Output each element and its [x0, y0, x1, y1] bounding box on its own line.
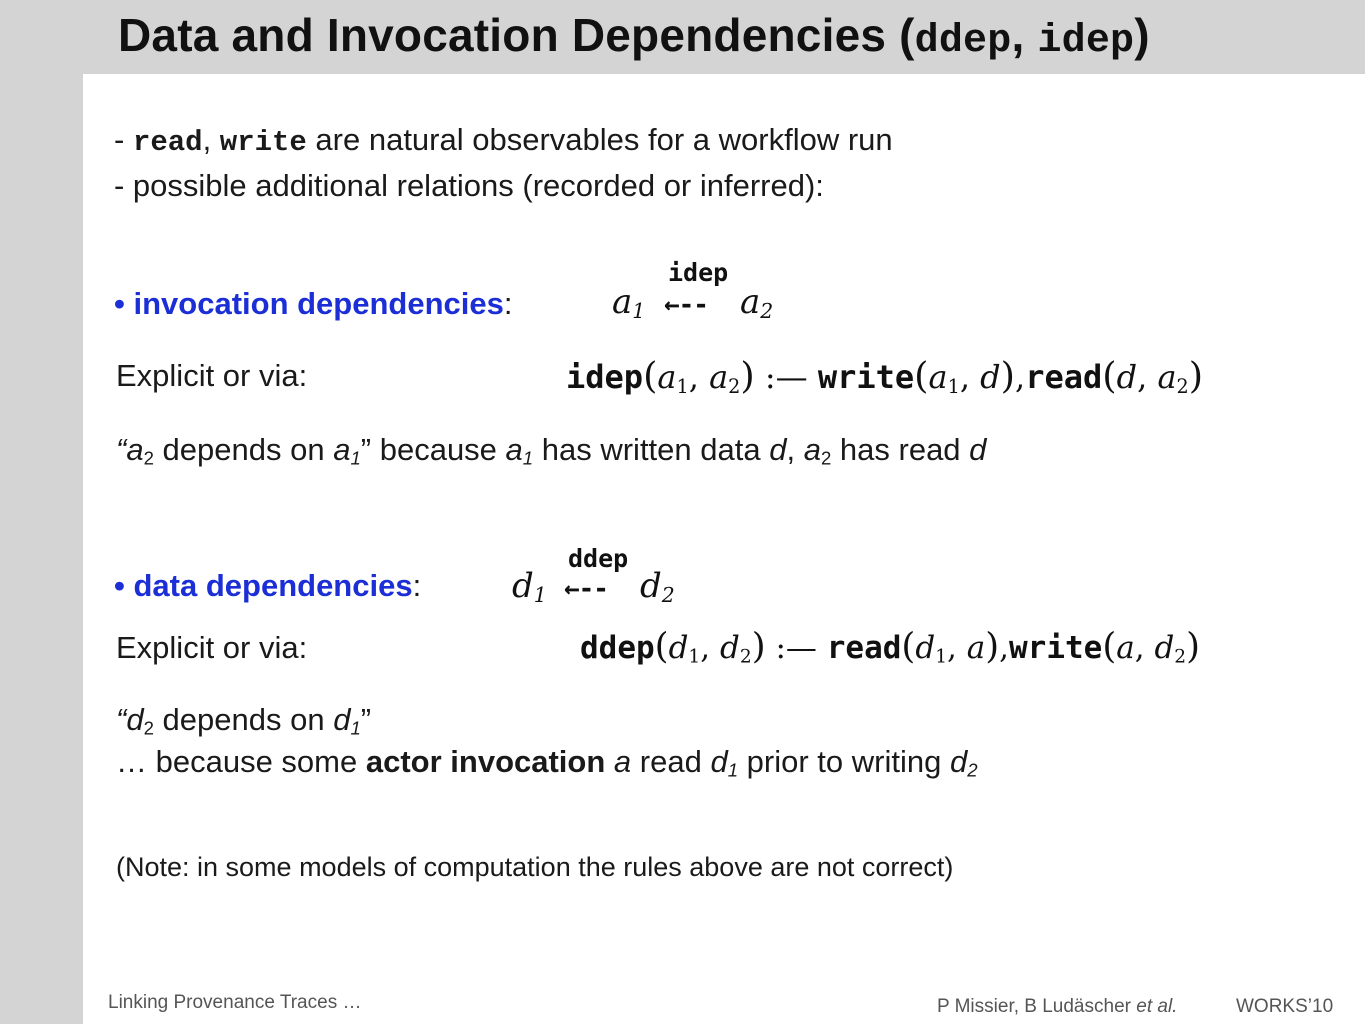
footer-venue: WORKS’10	[1236, 996, 1334, 1017]
invocation-explicit-label: Explicit or via:	[116, 358, 308, 393]
data-explicit-label: Explicit or via:	[116, 630, 308, 665]
idep-arrow-notation: idep $a_1$ ←-- $a_2$	[612, 258, 774, 324]
intro-line-2: - possible additional relations (recorded or inferred):	[114, 168, 824, 203]
idep-rule: $idep(a_1$, $a_2$) :— $write(a_1$, d),read(d, $a_2$)	[566, 354, 1204, 398]
slide-title: Data and Invocation Dependencies (ddep, idep)	[118, 9, 1150, 64]
data-heading: • data dependencies:	[114, 568, 422, 603]
note-text: (Note: in some models of computation the rules above are not correct)	[116, 852, 954, 882]
ddep-arrow-notation: ddep $d_1$ ←-- $d_2$	[512, 544, 675, 608]
data-explanation-because: … because some actor invocation a read $d_1$ prior to writing $d_2$	[116, 744, 978, 781]
ddep-rule: $ddep(d_1$, $d_2$) :— $read(d_1$, a),write(a, $d_2$)	[580, 626, 1201, 668]
intro-line-1: - read, write are natural observables for a workflow run	[114, 122, 893, 159]
left-margin-bar	[0, 0, 83, 1024]
invocation-heading: • invocation dependencies:	[114, 286, 513, 321]
footer-authors: P Missier, B Ludäscher et al.	[937, 996, 1178, 1017]
invocation-explanation: “$a_2$ depends on $a_1$” because $a_1$ has written data d, $a_2$ has read d	[116, 432, 987, 469]
data-explanation-quote: “$d_2$ depends on $d_1$”	[116, 702, 372, 739]
footer-title: Linking Provenance Traces …	[108, 992, 362, 1013]
